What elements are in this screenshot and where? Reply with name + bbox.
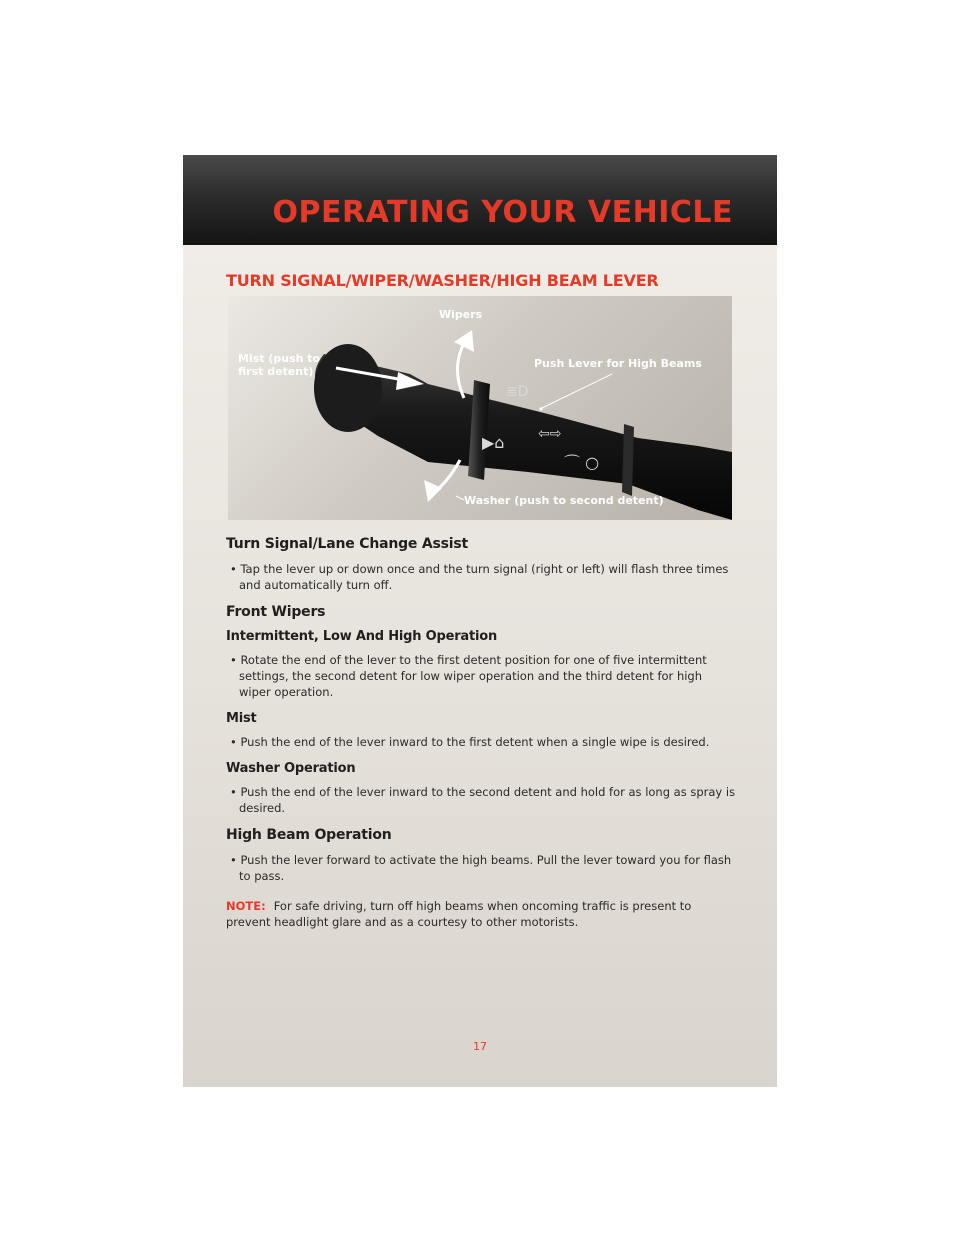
bullet-turn-signal: • Tap the lever up or down once and the turn signal (right or left) will flash three times and automatically turn off. bbox=[230, 562, 729, 592]
callout-mist bbox=[238, 352, 320, 378]
page-number: 17 bbox=[473, 1040, 487, 1053]
heading-washer: Washer Operation bbox=[226, 761, 356, 776]
callout-mist-line1: Mist (push to bbox=[238, 352, 321, 365]
safety-note bbox=[226, 898, 736, 930]
high-beam-symbol-icon: ≣D bbox=[506, 384, 529, 400]
turn-signal-symbol-icon: ⇦⇨ bbox=[538, 426, 562, 442]
manual-page bbox=[183, 155, 777, 1087]
callout-washer: Washer (push to second detent) bbox=[464, 494, 664, 507]
callout-high-beams: Push Lever for High Beams bbox=[534, 357, 702, 370]
heading-high-beam: High Beam Operation bbox=[226, 827, 392, 843]
note-label: NOTE: bbox=[226, 899, 266, 913]
lever-figure bbox=[228, 296, 732, 520]
header-title: OPERATING YOUR VEHICLE bbox=[272, 195, 733, 230]
lever-illustration bbox=[228, 296, 732, 520]
heading-front-wipers: Front Wipers bbox=[226, 604, 326, 620]
heading-intermittent: Intermittent, Low And High Operation bbox=[226, 629, 498, 644]
washer-symbol-icon: ▶⌂ bbox=[482, 433, 505, 452]
content-body bbox=[226, 536, 736, 930]
callout-wipers: Wipers bbox=[439, 308, 483, 321]
bullet-high-beam: • Push the lever forward to activate the high beams. Pull the lever toward you for flash to pass. bbox=[230, 853, 732, 883]
bullet-washer: • Push the end of the lever inward to the second detent and hold for as long as spray is desired. bbox=[230, 785, 736, 815]
note-text: For safe driving, turn off high beams when oncoming traffic is present to prevent headlight glare and as a courtesy to other motorists. bbox=[226, 899, 692, 929]
heading-turn-signal: Turn Signal/Lane Change Assist bbox=[226, 536, 469, 552]
bullet-intermittent: • Rotate the end of the lever to the first detent position for one of five intermittent settings, the second detent for low wiper operation and the third detent for high wiper operation. bbox=[230, 653, 707, 699]
page-header bbox=[183, 155, 777, 245]
wiper-symbol-icon: ⌒ ○ bbox=[564, 453, 600, 472]
section-title: TURN SIGNAL/WIPER/WASHER/HIGH BEAM LEVER bbox=[226, 271, 659, 290]
callout-mist-line2: first detent) bbox=[238, 365, 314, 378]
wiper-rotate-up-icon bbox=[457, 340, 466, 398]
heading-mist: Mist bbox=[226, 711, 257, 726]
bullet-mist: • Push the end of the lever inward to the first detent when a single wipe is desired. bbox=[230, 735, 710, 749]
lever-end-cap bbox=[314, 344, 382, 432]
